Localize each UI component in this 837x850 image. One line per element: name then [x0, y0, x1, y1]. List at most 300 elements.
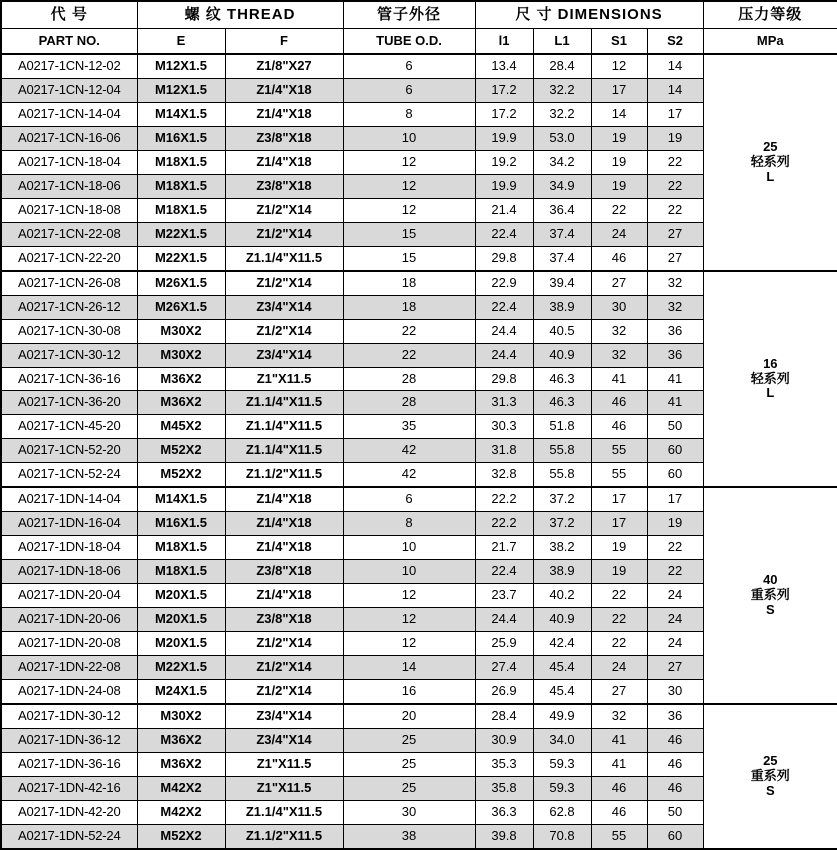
cell-l1: 46.3 — [533, 367, 591, 391]
cell-s1: 41 — [591, 729, 647, 753]
cell-thread-f: Z1.1/4"X11.5 — [225, 415, 343, 439]
pressure-line: L — [766, 385, 775, 401]
cell-s2: 41 — [647, 391, 703, 415]
cell-l1a: 30.3 — [475, 415, 533, 439]
cell-s2: 24 — [647, 584, 703, 608]
cell-thread-e: M12X1.5 — [137, 54, 225, 79]
cell-tube-od: 6 — [343, 79, 475, 103]
cell-part-no: A0217-1DN-42-16 — [1, 776, 137, 800]
cell-l1: 55.8 — [533, 463, 591, 488]
cell-thread-e: M30X2 — [137, 319, 225, 343]
cell-tube-od: 25 — [343, 753, 475, 777]
pressure-line: S — [765, 782, 775, 798]
cell-tube-od: 15 — [343, 222, 475, 246]
cell-l1: 32.2 — [533, 79, 591, 103]
cell-part-no: A0217-1CN-52-20 — [1, 439, 137, 463]
cell-l1a: 21.7 — [475, 536, 533, 560]
cell-l1a: 22.9 — [475, 271, 533, 296]
cell-s2: 27 — [647, 222, 703, 246]
cell-l1a: 36.3 — [475, 800, 533, 824]
cell-l1a: 21.4 — [475, 198, 533, 222]
cell-thread-f: Z1.1/4"X11.5 — [225, 800, 343, 824]
pressure-line: S — [765, 602, 775, 618]
cell-s2: 14 — [647, 79, 703, 103]
cell-s2: 32 — [647, 271, 703, 296]
cell-s1: 41 — [591, 753, 647, 777]
cell-s2: 46 — [647, 776, 703, 800]
cell-thread-e: M52X2 — [137, 824, 225, 849]
cell-thread-e: M20X1.5 — [137, 632, 225, 656]
table-row — [1, 704, 837, 729]
cell-s2: 46 — [647, 729, 703, 753]
cell-tube-od: 10 — [343, 560, 475, 584]
cell-thread-e: M18X1.5 — [137, 198, 225, 222]
cell-tube-od: 8 — [343, 512, 475, 536]
cell-part-no: A0217-1CN-36-20 — [1, 391, 137, 415]
cell-l1: 38.9 — [533, 560, 591, 584]
cell-thread-e: M16X1.5 — [137, 512, 225, 536]
cell-tube-od: 12 — [343, 608, 475, 632]
cell-thread-e: M52X2 — [137, 463, 225, 488]
cell-thread-f: Z1/4"X18 — [225, 150, 343, 174]
cell-thread-f: Z1/4"X18 — [225, 512, 343, 536]
cell-tube-od: 18 — [343, 271, 475, 296]
cell-l1a: 22.4 — [475, 560, 533, 584]
cell-s1: 27 — [591, 271, 647, 296]
cell-l1: 62.8 — [533, 800, 591, 824]
cell-thread-e: M18X1.5 — [137, 150, 225, 174]
cell-thread-e: M36X2 — [137, 729, 225, 753]
cell-l1a: 19.2 — [475, 150, 533, 174]
cell-pressure-rating — [703, 704, 837, 849]
cell-thread-f: Z1/4"X18 — [225, 103, 343, 127]
cell-s1: 19 — [591, 536, 647, 560]
cell-thread-f: Z3/8"X18 — [225, 608, 343, 632]
cell-l1: 38.2 — [533, 536, 591, 560]
cell-l1: 42.4 — [533, 632, 591, 656]
cell-part-no: A0217-1CN-12-02 — [1, 54, 137, 79]
cell-part-no: A0217-1DN-52-24 — [1, 824, 137, 849]
header-s2: S2 — [647, 29, 703, 55]
cell-s1: 17 — [591, 79, 647, 103]
cell-part-no: A0217-1CN-22-08 — [1, 222, 137, 246]
cell-s1: 19 — [591, 126, 647, 150]
cell-l1a: 23.7 — [475, 584, 533, 608]
cell-s1: 55 — [591, 439, 647, 463]
cell-part-no: A0217-1CN-26-12 — [1, 295, 137, 319]
cell-thread-f: Z1/2"X14 — [225, 655, 343, 679]
cell-l1: 53.0 — [533, 126, 591, 150]
cell-tube-od: 15 — [343, 246, 475, 271]
cell-l1a: 30.9 — [475, 729, 533, 753]
cell-thread-f: Z1.1/4"X11.5 — [225, 391, 343, 415]
cell-tube-od: 8 — [343, 103, 475, 127]
cell-l1a: 28.4 — [475, 704, 533, 729]
cell-l1: 51.8 — [533, 415, 591, 439]
cell-tube-od: 18 — [343, 295, 475, 319]
cell-thread-f: Z3/4"X14 — [225, 343, 343, 367]
cell-thread-f: Z1"X11.5 — [225, 753, 343, 777]
cell-thread-f: Z3/8"X18 — [225, 174, 343, 198]
cell-thread-e: M24X1.5 — [137, 679, 225, 704]
cell-thread-e: M16X1.5 — [137, 126, 225, 150]
cell-l1: 37.4 — [533, 246, 591, 271]
cell-part-no: A0217-1CN-18-04 — [1, 150, 137, 174]
table-header-row-primary — [1, 1, 837, 29]
cell-s2: 22 — [647, 560, 703, 584]
cell-thread-f: Z3/8"X18 — [225, 126, 343, 150]
cell-thread-f: Z1/4"X18 — [225, 79, 343, 103]
cell-l1a: 35.8 — [475, 776, 533, 800]
cell-l1: 34.2 — [533, 150, 591, 174]
header-pressure-cn: 压力等级 — [703, 1, 837, 29]
cell-thread-f: Z1/2"X14 — [225, 222, 343, 246]
cell-l1: 49.9 — [533, 704, 591, 729]
cell-s1: 32 — [591, 319, 647, 343]
cell-l1a: 31.3 — [475, 391, 533, 415]
cell-thread-e: M30X2 — [137, 343, 225, 367]
cell-s1: 17 — [591, 487, 647, 512]
cell-s2: 46 — [647, 753, 703, 777]
cell-thread-e: M45X2 — [137, 415, 225, 439]
cell-s2: 17 — [647, 103, 703, 127]
cell-tube-od: 12 — [343, 198, 475, 222]
cell-thread-e: M18X1.5 — [137, 536, 225, 560]
cell-s2: 60 — [647, 824, 703, 849]
cell-l1a: 22.4 — [475, 222, 533, 246]
table-row — [1, 54, 837, 79]
cell-l1a: 24.4 — [475, 608, 533, 632]
cell-thread-f: Z1/8"X27 — [225, 54, 343, 79]
pressure-line: 重系列 — [750, 587, 790, 603]
cell-thread-f: Z1/2"X14 — [225, 632, 343, 656]
cell-l1: 45.4 — [533, 655, 591, 679]
cell-s2: 14 — [647, 54, 703, 79]
cell-thread-e: M14X1.5 — [137, 103, 225, 127]
cell-s1: 17 — [591, 512, 647, 536]
cell-l1: 36.4 — [533, 198, 591, 222]
table-body — [1, 54, 837, 849]
cell-tube-od: 38 — [343, 824, 475, 849]
cell-s1: 22 — [591, 584, 647, 608]
cell-thread-e: M42X2 — [137, 776, 225, 800]
cell-thread-e: M30X2 — [137, 704, 225, 729]
cell-tube-od: 35 — [343, 415, 475, 439]
cell-part-no: A0217-1CN-18-08 — [1, 198, 137, 222]
cell-thread-e: M26X1.5 — [137, 295, 225, 319]
pressure-line: 25 — [763, 753, 778, 769]
cell-thread-f: Z1/4"X18 — [225, 584, 343, 608]
cell-s1: 46 — [591, 776, 647, 800]
cell-s2: 27 — [647, 246, 703, 271]
cell-l1: 40.9 — [533, 608, 591, 632]
cell-thread-f: Z1.1/4"X11.5 — [225, 246, 343, 271]
cell-tube-od: 28 — [343, 391, 475, 415]
cell-s2: 27 — [647, 655, 703, 679]
cell-l1: 34.0 — [533, 729, 591, 753]
cell-thread-e: M22X1.5 — [137, 655, 225, 679]
header-dimensions: 尺 寸 DIMENSIONS — [475, 1, 703, 29]
cell-s1: 22 — [591, 198, 647, 222]
cell-l1a: 22.2 — [475, 512, 533, 536]
cell-l1a: 31.8 — [475, 439, 533, 463]
cell-l1: 37.2 — [533, 512, 591, 536]
cell-s2: 36 — [647, 319, 703, 343]
cell-l1: 38.9 — [533, 295, 591, 319]
header-l1a: l1 — [475, 29, 533, 55]
cell-tube-od: 12 — [343, 150, 475, 174]
cell-l1a: 19.9 — [475, 126, 533, 150]
cell-l1: 39.4 — [533, 271, 591, 296]
cell-tube-od: 6 — [343, 54, 475, 79]
cell-s1: 46 — [591, 415, 647, 439]
cell-part-no: A0217-1DN-14-04 — [1, 487, 137, 512]
cell-thread-e: M36X2 — [137, 367, 225, 391]
cell-part-no: A0217-1DN-42-20 — [1, 800, 137, 824]
cell-part-no: A0217-1DN-18-06 — [1, 560, 137, 584]
cell-s2: 50 — [647, 415, 703, 439]
cell-part-no: A0217-1DN-20-08 — [1, 632, 137, 656]
cell-s2: 60 — [647, 439, 703, 463]
cell-l1a: 22.4 — [475, 295, 533, 319]
cell-s2: 19 — [647, 126, 703, 150]
cell-thread-f: Z1/2"X14 — [225, 271, 343, 296]
cell-l1a: 29.8 — [475, 246, 533, 271]
cell-part-no: A0217-1CN-30-08 — [1, 319, 137, 343]
cell-l1: 40.9 — [533, 343, 591, 367]
pressure-line: 重系列 — [750, 768, 790, 784]
cell-l1: 37.2 — [533, 487, 591, 512]
cell-s1: 27 — [591, 679, 647, 704]
cell-thread-e: M20X1.5 — [137, 584, 225, 608]
cell-s2: 19 — [647, 512, 703, 536]
cell-part-no: A0217-1DN-36-12 — [1, 729, 137, 753]
cell-thread-e: M42X2 — [137, 800, 225, 824]
cell-thread-f: Z3/4"X14 — [225, 729, 343, 753]
cell-l1a: 39.8 — [475, 824, 533, 849]
cell-s1: 19 — [591, 174, 647, 198]
cell-l1: 32.2 — [533, 103, 591, 127]
pressure-line: 40 — [763, 572, 778, 588]
cell-l1: 37.4 — [533, 222, 591, 246]
cell-l1a: 17.2 — [475, 79, 533, 103]
cell-s1: 22 — [591, 608, 647, 632]
cell-l1: 46.3 — [533, 391, 591, 415]
cell-thread-e: M18X1.5 — [137, 560, 225, 584]
cell-pressure-rating — [703, 271, 837, 488]
cell-tube-od: 25 — [343, 729, 475, 753]
table-header-row-secondary — [1, 29, 837, 55]
cell-thread-e: M22X1.5 — [137, 246, 225, 271]
cell-s1: 55 — [591, 463, 647, 488]
header-f: F — [225, 29, 343, 55]
cell-l1a: 17.2 — [475, 103, 533, 127]
cell-tube-od: 20 — [343, 704, 475, 729]
cell-part-no: A0217-1CN-12-04 — [1, 79, 137, 103]
cell-part-no: A0217-1DN-20-04 — [1, 584, 137, 608]
cell-part-no: A0217-1CN-52-24 — [1, 463, 137, 488]
pressure-line: 轻系列 — [750, 370, 790, 386]
cell-s2: 17 — [647, 487, 703, 512]
cell-part-no: A0217-1CN-36-16 — [1, 367, 137, 391]
cell-tube-od: 22 — [343, 319, 475, 343]
cell-l1a: 13.4 — [475, 54, 533, 79]
cell-s2: 30 — [647, 679, 703, 704]
cell-thread-e: M22X1.5 — [137, 222, 225, 246]
pressure-line: 16 — [763, 355, 778, 371]
cell-tube-od: 22 — [343, 343, 475, 367]
header-tube-od: TUBE O.D. — [343, 29, 475, 55]
cell-thread-f: Z3/4"X14 — [225, 295, 343, 319]
cell-l1a: 32.8 — [475, 463, 533, 488]
cell-s1: 46 — [591, 800, 647, 824]
cell-s2: 60 — [647, 463, 703, 488]
header-part-no-cn: 代 号 — [1, 1, 137, 29]
cell-l1: 59.3 — [533, 753, 591, 777]
pressure-line: L — [766, 168, 775, 184]
cell-l1: 70.8 — [533, 824, 591, 849]
cell-l1: 40.5 — [533, 319, 591, 343]
cell-l1a: 22.2 — [475, 487, 533, 512]
cell-s1: 30 — [591, 295, 647, 319]
cell-tube-od: 12 — [343, 174, 475, 198]
cell-thread-f: Z1.1/2"X11.5 — [225, 824, 343, 849]
cell-tube-od: 28 — [343, 367, 475, 391]
cell-l1: 45.4 — [533, 679, 591, 704]
cell-s2: 36 — [647, 343, 703, 367]
header-e: E — [137, 29, 225, 55]
cell-s1: 12 — [591, 54, 647, 79]
header-part-no: PART NO. — [1, 29, 137, 55]
cell-thread-e: M20X1.5 — [137, 608, 225, 632]
cell-tube-od: 42 — [343, 439, 475, 463]
cell-s1: 19 — [591, 560, 647, 584]
cell-part-no: A0217-1CN-14-04 — [1, 103, 137, 127]
cell-s1: 24 — [591, 222, 647, 246]
cell-s2: 41 — [647, 367, 703, 391]
cell-thread-e: M52X2 — [137, 439, 225, 463]
cell-thread-e: M36X2 — [137, 753, 225, 777]
cell-s2: 22 — [647, 198, 703, 222]
cell-l1a: 29.8 — [475, 367, 533, 391]
cell-s2: 36 — [647, 704, 703, 729]
cell-part-no: A0217-1CN-18-06 — [1, 174, 137, 198]
cell-thread-f: Z1"X11.5 — [225, 367, 343, 391]
cell-s1: 19 — [591, 150, 647, 174]
cell-s1: 46 — [591, 391, 647, 415]
cell-thread-f: Z1"X11.5 — [225, 776, 343, 800]
cell-l1: 59.3 — [533, 776, 591, 800]
cell-l1: 55.8 — [533, 439, 591, 463]
cell-l1: 40.2 — [533, 584, 591, 608]
cell-l1a: 27.4 — [475, 655, 533, 679]
cell-part-no: A0217-1CN-30-12 — [1, 343, 137, 367]
header-thread: 螺 纹 THREAD — [137, 1, 343, 29]
cell-part-no: A0217-1DN-22-08 — [1, 655, 137, 679]
cell-thread-e: M14X1.5 — [137, 487, 225, 512]
table-row — [1, 271, 837, 296]
cell-tube-od: 12 — [343, 584, 475, 608]
cell-tube-od: 12 — [343, 632, 475, 656]
cell-s1: 14 — [591, 103, 647, 127]
cell-part-no: A0217-1CN-22-20 — [1, 246, 137, 271]
cell-l1: 28.4 — [533, 54, 591, 79]
cell-thread-f: Z1/2"X14 — [225, 319, 343, 343]
cell-tube-od: 6 — [343, 487, 475, 512]
cell-tube-od: 25 — [343, 776, 475, 800]
header-s1: S1 — [591, 29, 647, 55]
cell-s1: 24 — [591, 655, 647, 679]
cell-s2: 22 — [647, 174, 703, 198]
cell-s1: 46 — [591, 246, 647, 271]
cell-tube-od: 14 — [343, 655, 475, 679]
cell-part-no: A0217-1DN-24-08 — [1, 679, 137, 704]
cell-s2: 32 — [647, 295, 703, 319]
cell-thread-f: Z1/2"X14 — [225, 679, 343, 704]
cell-s1: 32 — [591, 704, 647, 729]
cell-tube-od: 10 — [343, 126, 475, 150]
cell-tube-od: 30 — [343, 800, 475, 824]
cell-s2: 22 — [647, 536, 703, 560]
pressure-line: 25 — [763, 138, 778, 154]
cell-tube-od: 10 — [343, 536, 475, 560]
cell-thread-e: M26X1.5 — [137, 271, 225, 296]
cell-thread-f: Z1/4"X18 — [225, 536, 343, 560]
cell-tube-od: 42 — [343, 463, 475, 488]
cell-part-no: A0217-1CN-16-06 — [1, 126, 137, 150]
cell-pressure-rating — [703, 54, 837, 271]
cell-s1: 41 — [591, 367, 647, 391]
cell-part-no: A0217-1DN-18-04 — [1, 536, 137, 560]
cell-l1a: 24.4 — [475, 343, 533, 367]
cell-thread-f: Z1.1/2"X11.5 — [225, 463, 343, 488]
cell-thread-e: M12X1.5 — [137, 79, 225, 103]
header-mpa: MPa — [703, 29, 837, 55]
cell-thread-f: Z3/8"X18 — [225, 560, 343, 584]
cell-l1a: 19.9 — [475, 174, 533, 198]
header-tube-od-cn: 管子外径 — [343, 1, 475, 29]
cell-l1: 34.9 — [533, 174, 591, 198]
cell-l1a: 25.9 — [475, 632, 533, 656]
cell-s2: 50 — [647, 800, 703, 824]
cell-s1: 22 — [591, 632, 647, 656]
cell-part-no: A0217-1CN-26-08 — [1, 271, 137, 296]
cell-s2: 22 — [647, 150, 703, 174]
cell-thread-f: Z1/2"X14 — [225, 198, 343, 222]
cell-thread-f: Z3/4"X14 — [225, 704, 343, 729]
cell-l1a: 35.3 — [475, 753, 533, 777]
cell-l1a: 24.4 — [475, 319, 533, 343]
cell-s2: 24 — [647, 608, 703, 632]
cell-thread-e: M36X2 — [137, 391, 225, 415]
cell-part-no: A0217-1CN-45-20 — [1, 415, 137, 439]
cell-l1a: 26.9 — [475, 679, 533, 704]
cell-tube-od: 16 — [343, 679, 475, 704]
cell-part-no: A0217-1DN-30-12 — [1, 704, 137, 729]
cell-s1: 32 — [591, 343, 647, 367]
cell-thread-e: M18X1.5 — [137, 174, 225, 198]
pressure-line: 轻系列 — [750, 153, 790, 169]
cell-s1: 55 — [591, 824, 647, 849]
header-l1: L1 — [533, 29, 591, 55]
cell-thread-f: Z1.1/4"X11.5 — [225, 439, 343, 463]
cell-part-no: A0217-1DN-16-04 — [1, 512, 137, 536]
table-row — [1, 487, 837, 512]
cell-part-no: A0217-1DN-20-06 — [1, 608, 137, 632]
cell-pressure-rating — [703, 487, 837, 704]
cell-thread-f: Z1/4"X18 — [225, 487, 343, 512]
cell-s2: 24 — [647, 632, 703, 656]
